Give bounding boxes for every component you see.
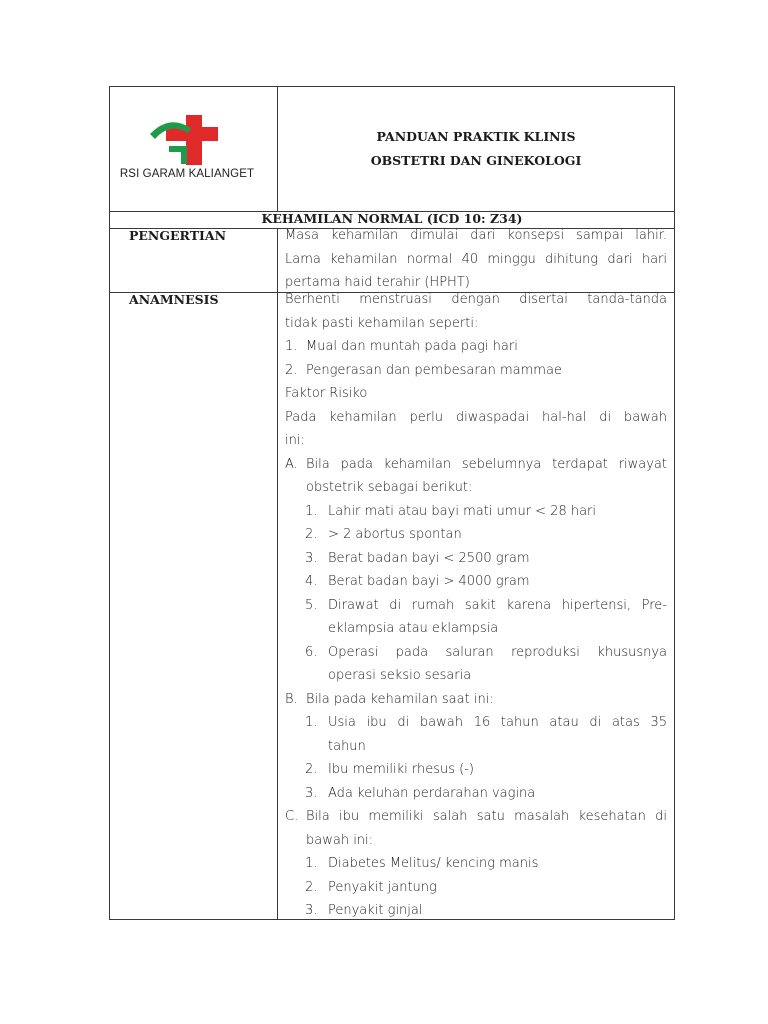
text-line: ini:: [285, 433, 305, 448]
list-mark: A.: [285, 456, 298, 472]
text-line: tidak pasti kehamilan seperti:: [285, 315, 479, 331]
label-anamnesis: ANAMNESIS: [129, 292, 219, 307]
sublist-item: [285, 641, 667, 665]
list-text: Penyakit jantung: [328, 879, 437, 895]
list-number: 5.: [305, 597, 318, 613]
list-text: Operasi pada saluran reproduksi khususnya: [328, 644, 667, 660]
sublist-item: [285, 758, 667, 782]
list-text: Berat badan bayi < 2500 gram: [328, 550, 530, 566]
text-line: Lama kehamilan normal 40 minggu dihitung dari hari: [285, 251, 667, 267]
list-number: 3.: [305, 785, 318, 801]
text-line: bawah ini:: [306, 832, 374, 848]
list-number: 2.: [285, 362, 298, 378]
list-number: 1.: [285, 339, 298, 354]
list-item: [285, 335, 667, 359]
list-number: 1.: [305, 503, 318, 519]
list-text: Ada keluhan perdarahan vagina: [328, 785, 536, 801]
text-line: Pada kehamilan perlu diwaspadai hal-hal di bawah: [285, 409, 667, 425]
sublist-item: [285, 711, 667, 735]
list-number: 1.: [305, 715, 318, 730]
text-line: Berhenti menstruasi dengan disertai tanda-tanda: [285, 292, 667, 307]
list-number: 2.: [305, 762, 318, 777]
risk-title: Faktor Risiko: [285, 386, 368, 401]
list-mark: C.: [285, 809, 299, 824]
sublist-item: [285, 570, 667, 594]
list-number: 4.: [305, 574, 318, 589]
list-number: 2.: [305, 527, 318, 542]
label-pengertian: PENGERTIAN: [129, 228, 226, 243]
list-mark: B.: [285, 691, 298, 707]
list-item-c: [285, 805, 667, 829]
list-number: 2.: [305, 879, 318, 895]
list-item: [285, 359, 667, 383]
sublist-item: [285, 500, 667, 524]
sublist-item: [285, 852, 667, 876]
sublist-item: [285, 547, 667, 571]
list-text: Diabetes Melitus/ kencing manis: [328, 856, 539, 871]
text-line: pertama haid terahir (HPHT): [285, 275, 470, 290]
sublist-item: [285, 876, 667, 900]
list-text: Bila ibu memiliki salah satu masalah kesehatan di: [306, 809, 667, 824]
text-line: tahun: [328, 738, 366, 754]
list-number: 6.: [305, 644, 318, 660]
list-number: 1.: [305, 856, 318, 871]
doc-title: PANDUAN PRAKTIK KLINIS: [376, 129, 576, 144]
list-text: Ibu memiliki rhesus (-): [328, 762, 474, 777]
text-line: Masa kehamilan dimulai dari konsepsi sampai lahir.: [285, 228, 667, 243]
sublist-item: [285, 782, 667, 806]
list-item-a: [285, 453, 667, 477]
list-item-b: [285, 688, 667, 712]
list-text: > 2 abortus spontan: [328, 527, 462, 542]
list-text: Bila pada kehamilan saat ini:: [306, 691, 494, 707]
list-text: Lahir mati atau bayi mati umur < 28 hari: [328, 503, 597, 519]
list-text: Usia ibu di bawah 16 tahun atau di atas 35: [328, 715, 667, 730]
list-number: 3.: [305, 903, 318, 918]
text-line: eklampsia atau eklampsia: [328, 621, 499, 636]
list-text: Penyakit ginjal: [328, 903, 423, 918]
list-text: Mual dan muntah pada pagi hari: [306, 339, 518, 354]
text-line: obstetrik sebagai berikut:: [306, 480, 473, 495]
sublist-item: [285, 594, 667, 618]
sublist-item: [285, 523, 667, 547]
column-divider: [277, 228, 278, 920]
topic-title: KEHAMILAN NORMAL (ICD 10: Z34): [261, 211, 523, 226]
anamnesis-content: [285, 288, 667, 923]
list-text: Pengerasan dan pembesaran mammae: [306, 362, 562, 378]
doc-subtitle: OBSTETRI DAN GINEKOLOGI: [370, 153, 582, 168]
sublist-item: [285, 899, 667, 923]
pengertian-content: [285, 224, 667, 295]
list-number: 3.: [305, 550, 318, 566]
list-text: Dirawat di rumah sakit karena hipertensi, Pre-: [328, 597, 667, 613]
text-line: operasi seksio sesaria: [328, 668, 472, 683]
list-text: Berat badan bayi > 4000 gram: [328, 574, 530, 589]
hospital-name: RSI GARAM KALIANGET: [119, 168, 255, 180]
header-divider: [277, 86, 278, 211]
list-text: Bila pada kehamilan sebelumnya terdapat riwayat: [306, 456, 667, 472]
